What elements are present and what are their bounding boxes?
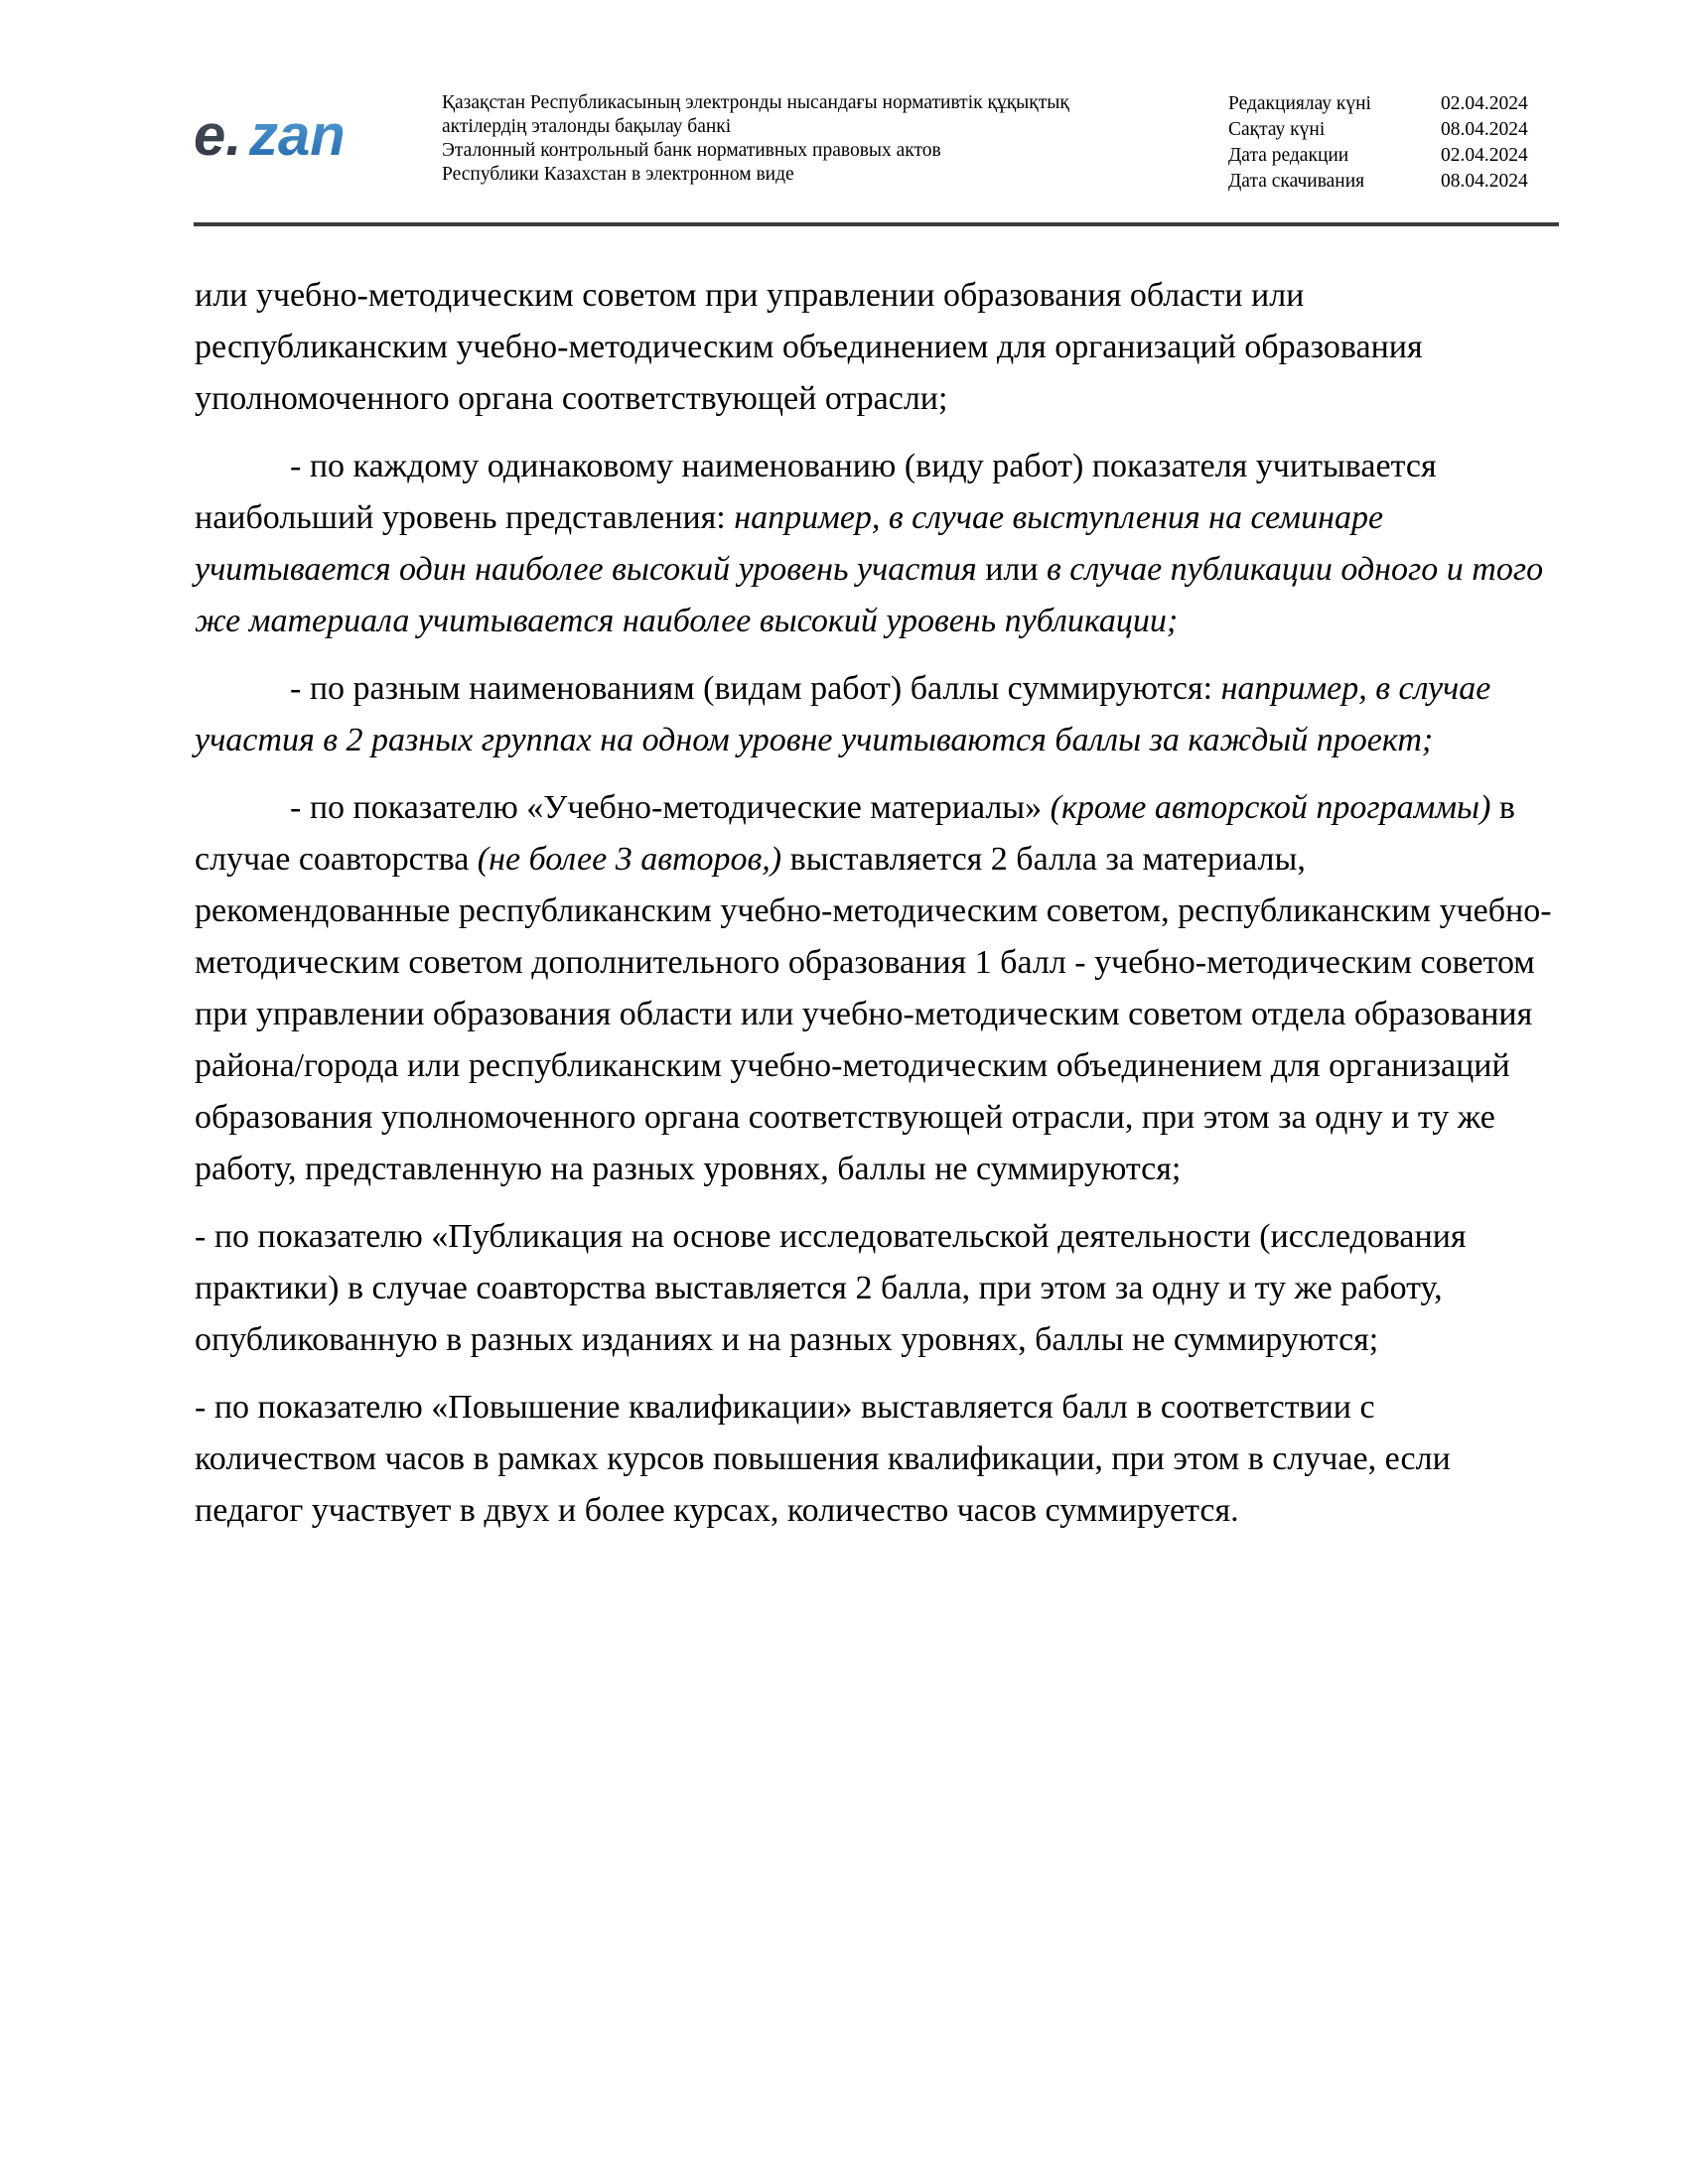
- paragraph: [195, 270, 1557, 425]
- org-line: Қазақстан Республикасының электронды нысандағы нормативтік құқықтық: [442, 92, 1069, 113]
- paragraph: [195, 1382, 1557, 1537]
- header-divider: [194, 222, 1559, 226]
- paragraph-italic: например, в случае выступления на семинаре учитывается один наиболее высокий уровень участия: [195, 499, 1384, 588]
- paragraph-italic: (кроме авторской программы): [1050, 789, 1491, 826]
- meta-value: 08.04.2024: [1441, 119, 1528, 140]
- meta-row: [1228, 117, 1566, 143]
- meta-label: Дата скачивания: [1228, 171, 1365, 192]
- page-header: [194, 85, 1559, 224]
- paragraph-text: - по показателю «Учебно-методические материалы»: [290, 789, 1051, 826]
- document-body: [195, 270, 1557, 1553]
- org-line: Республики Казахстан в электронном виде: [442, 164, 794, 185]
- paragraph-text: - по показателю «Публикация на основе исследовательской деятельности (исследования практики) в случае соавторства выставляется 2 балла, при этом за одну и ту же работу, опубликованную в разных изданиях и на разных уровнях, баллы не суммируются;: [195, 1218, 1467, 1358]
- ezan-logo: [194, 99, 392, 169]
- svg-text:zan: zan: [249, 103, 346, 168]
- paragraph: [195, 1211, 1557, 1366]
- paragraph: [195, 663, 1557, 766]
- paragraph-text: в случае соавторства: [195, 789, 1515, 878]
- paragraph-italic: (не более 3 авторов,): [477, 841, 782, 878]
- meta-value: 02.04.2024: [1441, 93, 1528, 114]
- paragraph-italic: в случае публикации одного и того же материала учитывается наиболее высокий уровень публикации;: [195, 551, 1544, 639]
- paragraph-italic: например, в случае участия в 2 разных группах на одном уровне учитываются баллы за каждый проект;: [195, 670, 1491, 758]
- header-dates: [1228, 91, 1566, 195]
- paragraph-text: или учебно-методическим советом при управлении образования области или республиканским учебно-методическим объединением для организаций образования уполномоченного органа соответствующей отрасли;: [195, 277, 1423, 417]
- meta-label: Сақтау күні: [1228, 119, 1326, 140]
- paragraph: [195, 441, 1557, 647]
- header-organization: [442, 91, 1177, 187]
- org-line: Эталонный контрольный банк нормативных правовых актов: [442, 140, 941, 161]
- meta-row: [1228, 169, 1566, 195]
- meta-row: [1228, 143, 1566, 169]
- paragraph-text: - по показателю «Повышение квалификации» выставляется балл в соответствии с количеством часов в рамках курсов повышения квалификации, при этом в случае, если педагог участвует в двух и более курсах, количество часов суммируется.: [195, 1389, 1451, 1529]
- svg-text:e.: e.: [194, 103, 242, 168]
- meta-value: 02.04.2024: [1441, 145, 1528, 166]
- paragraph: [195, 782, 1557, 1195]
- paragraph-text: выставляется 2 балла за материалы, рекомендованные республиканским учебно-методическим советом, республиканским учебно-методическим советом дополнительного образования 1 балл - учебно-методическим советом при управлении образования области или учебно-методическим советом отдела образования района/города или республиканским учебно-методическим объединением для организаций образования уполномоченного органа соответствующей отрасли, при этом за одну и ту же работу, представленную на разных уровнях, баллы не суммируются;: [195, 841, 1552, 1187]
- org-line: актілердің эталонды бақылау банкі: [442, 116, 732, 137]
- paragraph-text: - по каждому одинаковому наименованию (виду работ) показателя учитывается наибольший уровень представления:: [195, 448, 1437, 536]
- meta-row: [1228, 91, 1566, 117]
- meta-label: Дата редакции: [1228, 145, 1349, 166]
- paragraph-text: - по разным наименованиям (видам работ) баллы суммируются:: [290, 670, 1221, 707]
- paragraph-text: или: [976, 551, 1048, 588]
- meta-label: Редакциялау күні: [1228, 93, 1371, 114]
- meta-value: 08.04.2024: [1441, 171, 1528, 192]
